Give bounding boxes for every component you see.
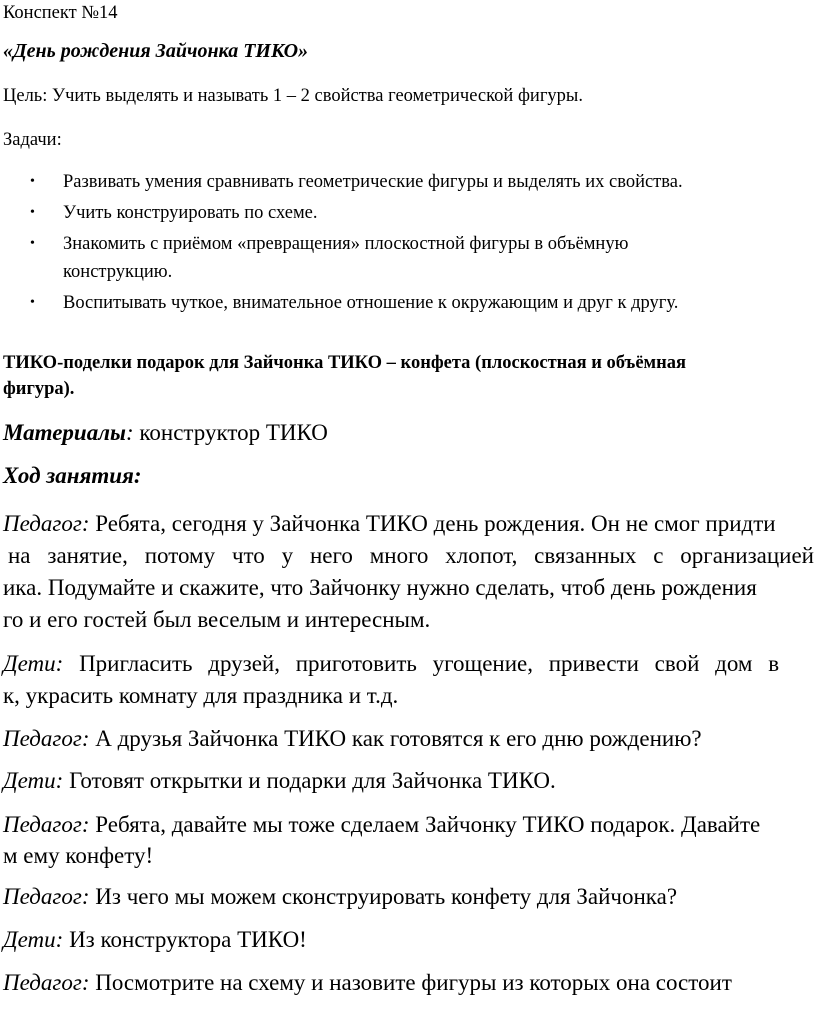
bullet-icon: • [30,295,35,310]
task-item [26,199,786,227]
materials-colon: : [125,420,134,445]
bullet-icon: • [30,236,35,251]
speaker-label: Педагог: [3,726,90,751]
dialogue-text: Из чего мы можем сконструировать конфету для Зайчонка? [89,884,678,909]
task-item [26,230,786,258]
tasks-label: Задачи: [3,130,62,150]
dialogue-line: к, украсить комнату для праздника и т.д. [3,683,399,708]
lesson-goal: Цель: Учить выделять и называть 1 – 2 свойства геометрической фигуры. [3,86,583,106]
dialogue-line [3,809,760,841]
dialogue-text: Готовят открытки и подарки для Зайчонка ТИКО. [63,768,556,793]
dialogue-line: м ему конфету! [3,843,154,868]
dialogue-line [3,508,776,540]
task-text: Развивать умения сравнивать геометрические фигуры и выделять их свойства. [63,172,683,192]
dialogue-line [3,648,813,680]
dialogue-text: Ребята, сегодня у Зайчонка ТИКО день рождения. Он не смог придти [89,511,776,536]
task-item [26,289,786,317]
speaker-label: Педагог: [3,884,90,909]
dialogue-line [3,723,702,755]
dialogue-line [3,924,307,956]
dialogue-line: ика. Подумайте и скажите, что Зайчонку нужно сделать, чтоб день рождения [3,575,757,600]
materials-line [3,418,328,448]
bullet-icon: • [30,174,35,189]
speaker-label: Педагог: [3,511,90,536]
task-item-continuation [26,258,786,286]
tiko-heading [3,350,793,402]
task-text: Знакомить с приёмом «превращения» плоскостной фигуры в объёмную [63,234,629,254]
lesson-title: «День рождения Зайчонка ТИКО» [3,40,309,62]
tiko-heading-line: ТИКО-поделки подарок для Зайчонка ТИКО – конфета (плоскостная и объёмная [3,353,687,373]
dialogue-text: Пригласить друзей, приготовить угощение, привести свой дом в [63,651,780,676]
dialogue-line [3,765,556,797]
speaker-label: Дети: [3,651,64,676]
materials-text: конструктор ТИКО [133,420,328,445]
task-text: Учить конструировать по схеме. [63,203,318,223]
document-header: Конспект №14 [3,3,118,23]
speaker-label: Педагог: [3,812,90,837]
course-heading: Ход занятия: [3,463,142,488]
speaker-label: Дети: [3,768,64,793]
speaker-label: Педагог: [3,970,90,995]
speaker-label: Дети: [3,927,64,952]
dialogue-line: на занятие, потому что у него много хлопот, связанных с организацией [8,543,814,568]
dialogue-text: Посмотрите на схему и назовите фигуры из которых она состоит [89,970,732,995]
tiko-heading-line: фигура). [3,379,75,399]
dialogue-text: Ребята, давайте мы тоже сделаем Зайчонку ТИКО подарок. Давайте [89,812,761,837]
task-text: конструкцию. [63,262,173,282]
task-item [26,168,786,196]
tasks-list [26,168,786,320]
dialogue-line: го и его гостей был веселым и интересным. [3,607,431,632]
dialogue-text: Из конструктора ТИКО! [63,927,307,952]
task-text: Воспитывать чуткое, внимательное отношение к окружающим и друг к другу. [63,293,679,313]
dialogue-line [3,967,732,999]
dialogue-text: А друзья Зайчонка ТИКО как готовятся к его дню рождению? [89,726,702,751]
materials-label: Материалы [3,420,126,445]
dialogue-line [3,881,677,913]
bullet-icon: • [30,205,35,220]
